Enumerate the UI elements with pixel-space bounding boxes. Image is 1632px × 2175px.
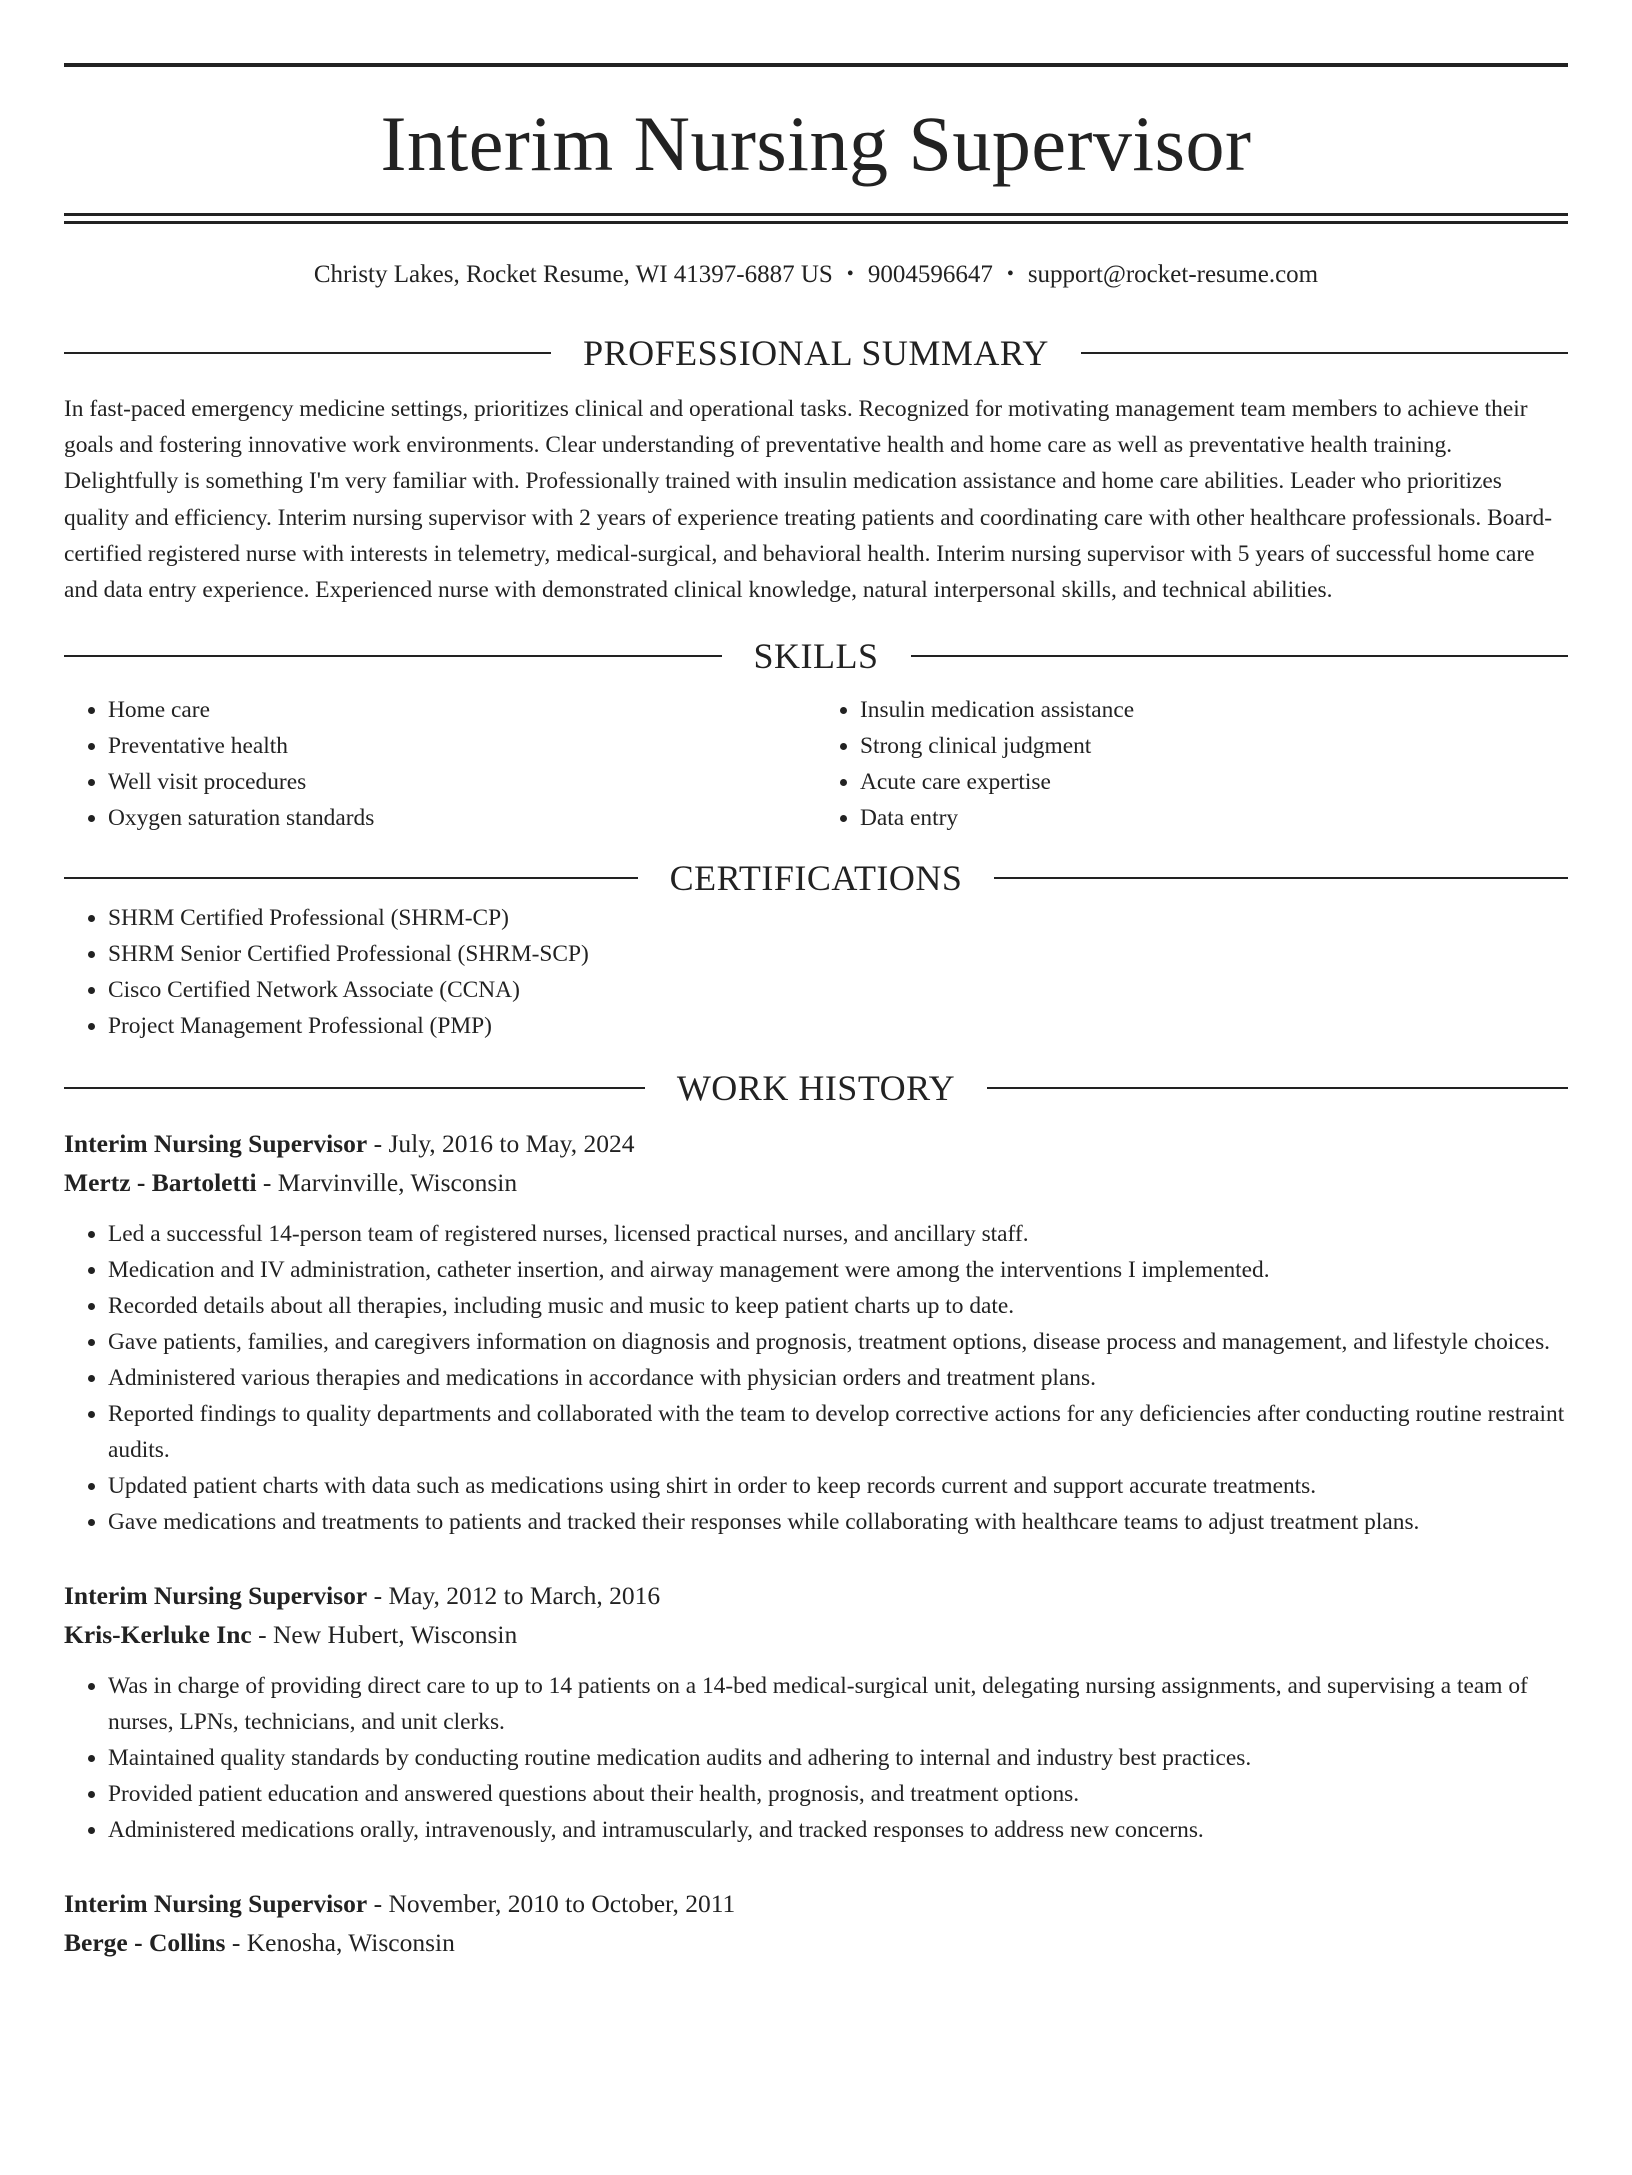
resume-name: Interim Nursing Supervisor xyxy=(380,100,1252,187)
job-dates: November, 2010 to October, 2011 xyxy=(388,1889,736,1919)
skill-item: • Strong clinical judgment xyxy=(860,728,1568,764)
contact-line xyxy=(64,260,1568,291)
job-bullet: • Administered various therapies and medications in accordance with physician orders and treatment plans. xyxy=(108,1360,1568,1396)
job-company: Kris-Kerluke Inc xyxy=(64,1620,252,1650)
skill-item: • Home care xyxy=(108,692,816,728)
job-bullet: • Led a successful 14-person team of registered nurses, licensed practical nurses, and ancillary staff. xyxy=(108,1216,1568,1252)
section-heading-summary xyxy=(64,331,1568,375)
job-bullet: • Reported findings to quality departments and collaborated with the team to develop corrective actions for any deficiencies after conducting routine restraint audits. xyxy=(108,1396,1568,1468)
job-entry xyxy=(64,1124,1568,1540)
summary-text: In fast-paced emergency medicine settings, prioritizes clinical and operational tasks. Recognized for motivating management team members to achieve their goals and fostering innovative work environments. Clear understanding of preventative health and home care as well as preventative health training. Delightfully is something I'm very familiar with. Professionally trained with insulin medication assistance and home care abilities. Leader who prioritizes quality and efficiency. Interim nursing supervisor with 2 years of experience treating patients and coordinating care with other healthcare professionals. Board-certified registered nurse with interests in telemetry, medical-surgical, and behavioral health. Interim nursing supervisor with 5 years of successful home care and data entry experience. Experienced nurse with demonstrated clinical knowledge, natural interpersonal skills, and technical abilities. xyxy=(64,396,1553,604)
job-bullet: • Updated patient charts with data such as medications using shirt in order to keep records current and support accurate treatments. xyxy=(108,1468,1568,1504)
skill-item: • Data entry xyxy=(860,800,1568,836)
job-bullet: • Was in charge of providing direct care to up to 14 patients on a 14-bed medical-surgical unit, delegating nursing assignments, and supervising a team of nurses, LPNs, technicians, and unit clerks. xyxy=(108,1668,1568,1740)
heading-rule-right xyxy=(987,1087,1568,1089)
job-entry xyxy=(64,1884,1568,1962)
job-title: Interim Nursing Supervisor xyxy=(64,1129,368,1159)
section-title: SKILLS xyxy=(753,636,879,677)
contact-separator: • xyxy=(1006,263,1014,285)
certifications-list xyxy=(64,900,1568,1044)
header-double-rule xyxy=(64,213,1568,224)
section-heading-skills xyxy=(64,634,1568,678)
section-title: WORK HISTORY xyxy=(676,1068,956,1109)
skill-item: • Insulin medication assistance xyxy=(860,692,1568,728)
certification-item: • Cisco Certified Network Associate (CCNA) xyxy=(108,972,1568,1008)
job-company-line: Kris-Kerluke Inc - New Hubert, Wisconsin xyxy=(64,1620,518,1650)
heading-rule-left xyxy=(64,877,638,879)
job-bullet: • Maintained quality standards by conducting routine medication audits and adhering to internal and industry best practices. xyxy=(108,1740,1568,1776)
job-title-line: Interim Nursing Supervisor - November, 2010 to October, 2011 xyxy=(64,1889,736,1919)
job-title: Interim Nursing Supervisor xyxy=(64,1581,368,1611)
certification-item: • SHRM Senior Certified Professional (SHRM-SCP) xyxy=(108,936,1568,972)
skill-item: • Acute care expertise xyxy=(860,764,1568,800)
skill-item: • Oxygen saturation standards xyxy=(108,800,816,836)
job-bullets xyxy=(64,1668,1568,1848)
job-bullet: • Recorded details about all therapies, including music and music to keep patient charts up to date. xyxy=(108,1288,1568,1324)
section-title: CERTIFICATIONS xyxy=(669,858,963,899)
skills-column-left xyxy=(64,692,816,836)
job-company: Mertz - Bartoletti xyxy=(64,1168,257,1198)
resume-page xyxy=(0,63,1632,2175)
job-location: Marvinville, Wisconsin xyxy=(277,1168,518,1198)
job-location: New Hubert, Wisconsin xyxy=(272,1620,518,1650)
header-top-rule xyxy=(64,63,1568,67)
contact-email: support@rocket-resume.com xyxy=(1027,261,1319,288)
job-bullet: • Gave medications and treatments to patients and tracked their responses while collaborating with healthcare teams to adjust treatment plans. xyxy=(108,1504,1568,1540)
job-entry xyxy=(64,1576,1568,1848)
skill-item: • Well visit procedures xyxy=(108,764,816,800)
section-title: PROFESSIONAL SUMMARY xyxy=(583,333,1049,373)
job-company-line: Mertz - Bartoletti - Marvinville, Wisconsin xyxy=(64,1168,518,1198)
skills-list xyxy=(64,692,1568,836)
skills-column-right xyxy=(816,692,1568,836)
job-bullets xyxy=(64,1216,1568,1540)
job-company: Berge - Collins xyxy=(64,1928,226,1958)
job-bullet: • Provided patient education and answered questions about their health, prognosis, and treatment options. xyxy=(108,1776,1568,1812)
contact-separator: • xyxy=(846,263,854,285)
job-bullet: • Administered medications orally, intravenously, and intramuscularly, and tracked responses to address new concerns. xyxy=(108,1812,1568,1848)
job-dates: July, 2016 to May, 2024 xyxy=(388,1129,635,1159)
section-heading-certifications xyxy=(64,856,1568,900)
heading-rule-left xyxy=(64,352,551,354)
certification-item: • Project Management Professional (PMP) xyxy=(108,1008,1568,1044)
heading-rule-left xyxy=(64,655,722,657)
skill-item: • Preventative health xyxy=(108,728,816,764)
heading-rule-right xyxy=(1081,352,1568,354)
contact-address: Christy Lakes, Rocket Resume, WI 41397-6887 US xyxy=(313,261,833,288)
section-heading-work-history xyxy=(64,1066,1568,1110)
heading-rule-left xyxy=(64,1087,645,1089)
heading-rule-right xyxy=(994,877,1568,879)
certification-item: • SHRM Certified Professional (SHRM-CP) xyxy=(108,900,1568,936)
heading-rule-right xyxy=(911,655,1569,657)
job-title: Interim Nursing Supervisor xyxy=(64,1889,368,1919)
job-bullet: • Medication and IV administration, catheter insertion, and airway management were among the interventions I implemented. xyxy=(108,1252,1568,1288)
contact-phone: 9004596647 xyxy=(867,261,993,288)
job-dates: May, 2012 to March, 2016 xyxy=(388,1581,661,1611)
job-title-line: Interim Nursing Supervisor - July, 2016 to May, 2024 xyxy=(64,1129,635,1159)
job-bullet: • Gave patients, families, and caregivers information on diagnosis and prognosis, treatment options, disease process and management, and lifestyle choices. xyxy=(108,1324,1568,1360)
job-location: Kenosha, Wisconsin xyxy=(246,1928,455,1958)
job-company-line: Berge - Collins - Kenosha, Wisconsin xyxy=(64,1928,455,1958)
job-title-line: Interim Nursing Supervisor - May, 2012 to March, 2016 xyxy=(64,1581,661,1611)
